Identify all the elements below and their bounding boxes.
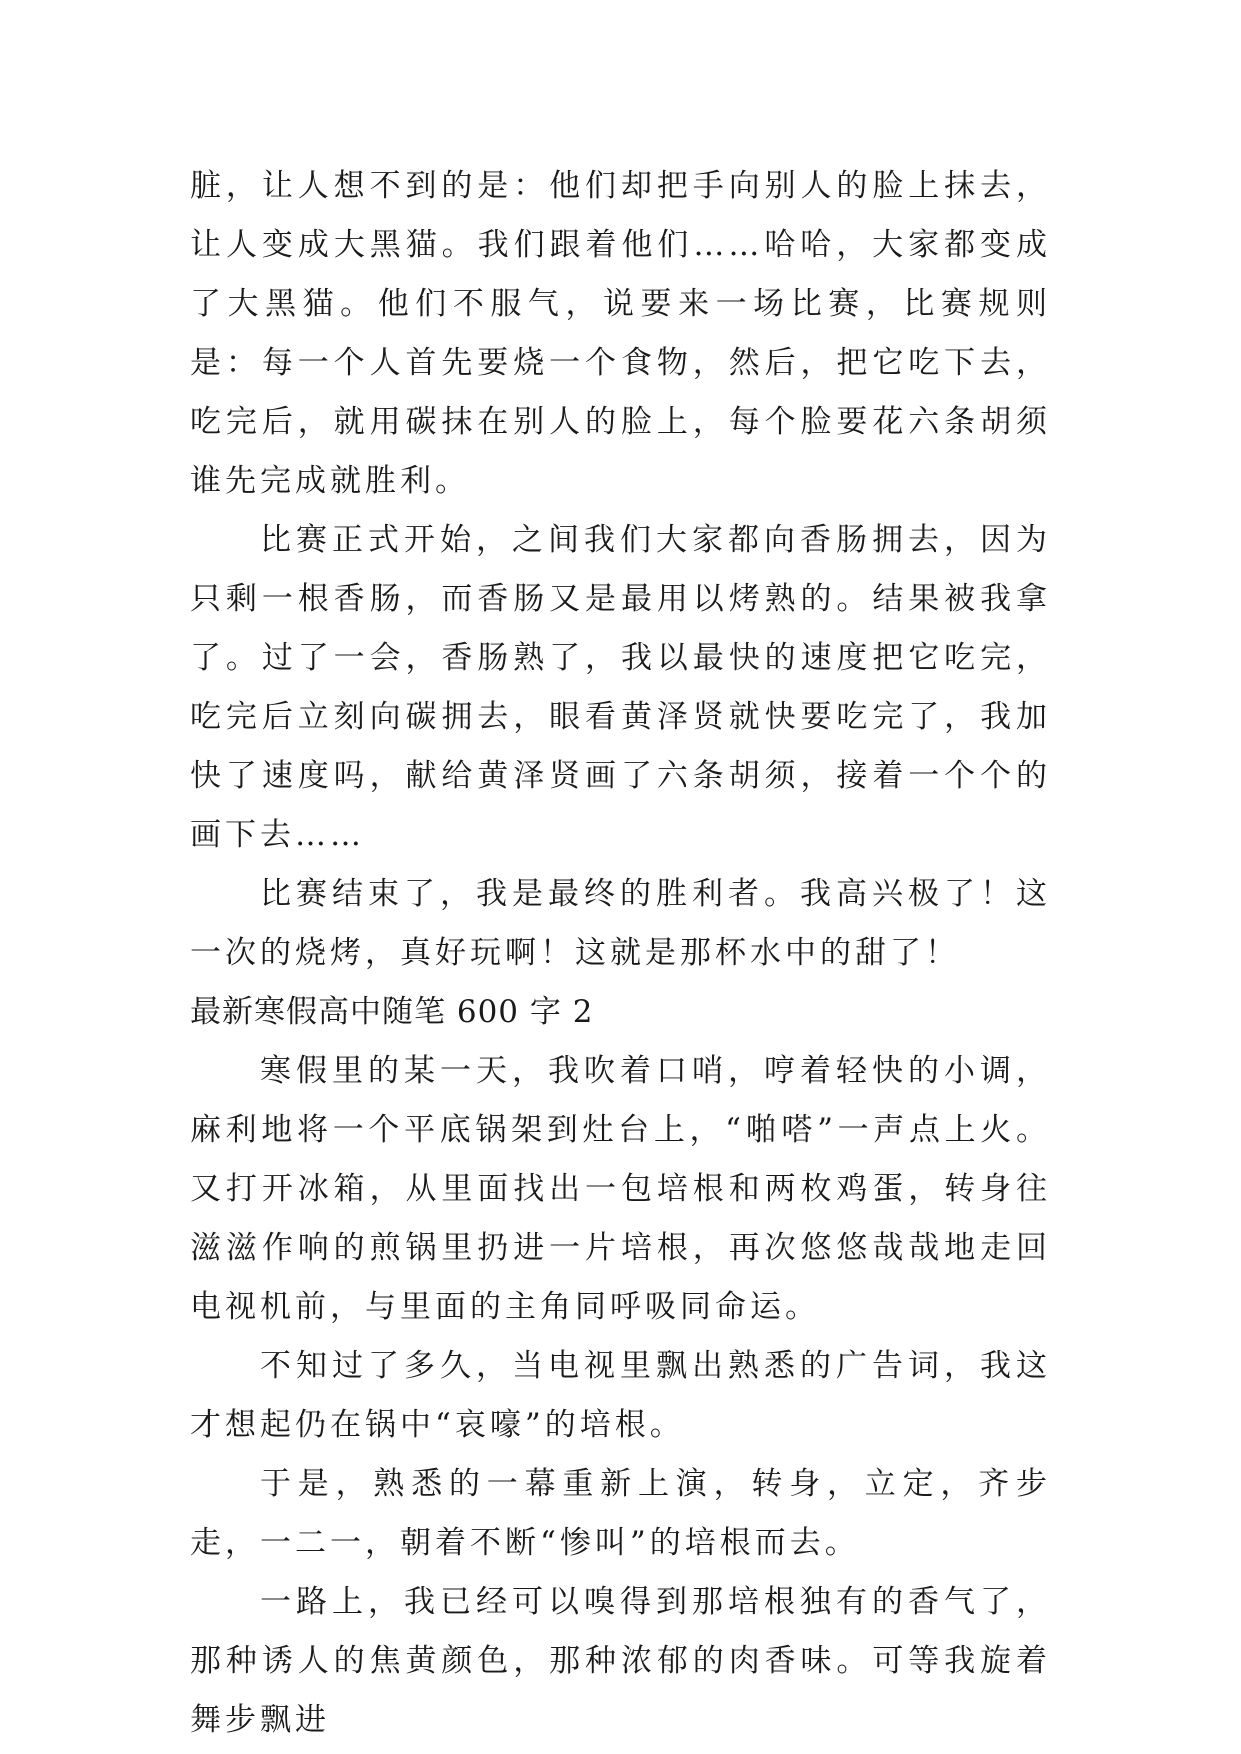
paragraph: 脏，让人想不到的是：他们却把手向别人的脸上抹去，让人变成大黑猫。我们跟着他们……哈哈，大家都变成了大黑猫。他们不服气，说要来一场比赛，比赛规则是：每一个人首先要烧一个食物，然后，把它吃下去，吃完后，就用碳抹在别人的脸上，每个脸要花六条胡须谁先完成就胜利。 bbox=[190, 168, 1051, 499]
paragraph: 于是，熟悉的一幕重新上演，转身，立定，齐步走，一二一，朝着不断“惨叫”的培根而去。 bbox=[190, 1466, 1051, 1561]
paragraph: 不知过了多久，当电视里飘出熟悉的广告词，我这才想起仍在锅中“哀嚎”的培根。 bbox=[190, 1348, 1051, 1443]
paragraph: 比赛结束了，我是最终的胜利者。我高兴极了！这一次的烧烤，真好玩啊！这就是那杯水中的甜了！ bbox=[190, 876, 1051, 971]
paragraph: 比赛正式开始，之间我们大家都向香肠拥去，因为只剩一根香肠，而香肠又是最用以烤熟的。结果被我拿了。过了一会，香肠熟了，我以最快的速度把它吃完，吃完后立刻向碳拥去，眼看黄泽贤就快要吃完了，我加快了速度吗，献给黄泽贤画了六条胡须，接着一个个的画下去…… bbox=[190, 522, 1051, 853]
section-title: 最新寒假高中随笔 600 字 2 bbox=[190, 994, 594, 1030]
paragraph: 一路上，我已经可以嗅得到那培根独有的香气了，那种诱人的焦黄颜色，那种浓郁的肉香味。可等我旋着舞步飘进 bbox=[190, 1584, 1051, 1738]
paragraph: 寒假里的某一天，我吹着口哨，哼着轻快的小调，麻利地将一个平底锅架到灶台上，“啪嗒”一声点上火。又打开冰箱，从里面找出一包培根和两枚鸡蛋，转身往滋滋作响的煎锅里扔进一片培根，再次悠悠哉哉地走回电视机前，与里面的主角同呼吸同命运。 bbox=[190, 1053, 1051, 1325]
